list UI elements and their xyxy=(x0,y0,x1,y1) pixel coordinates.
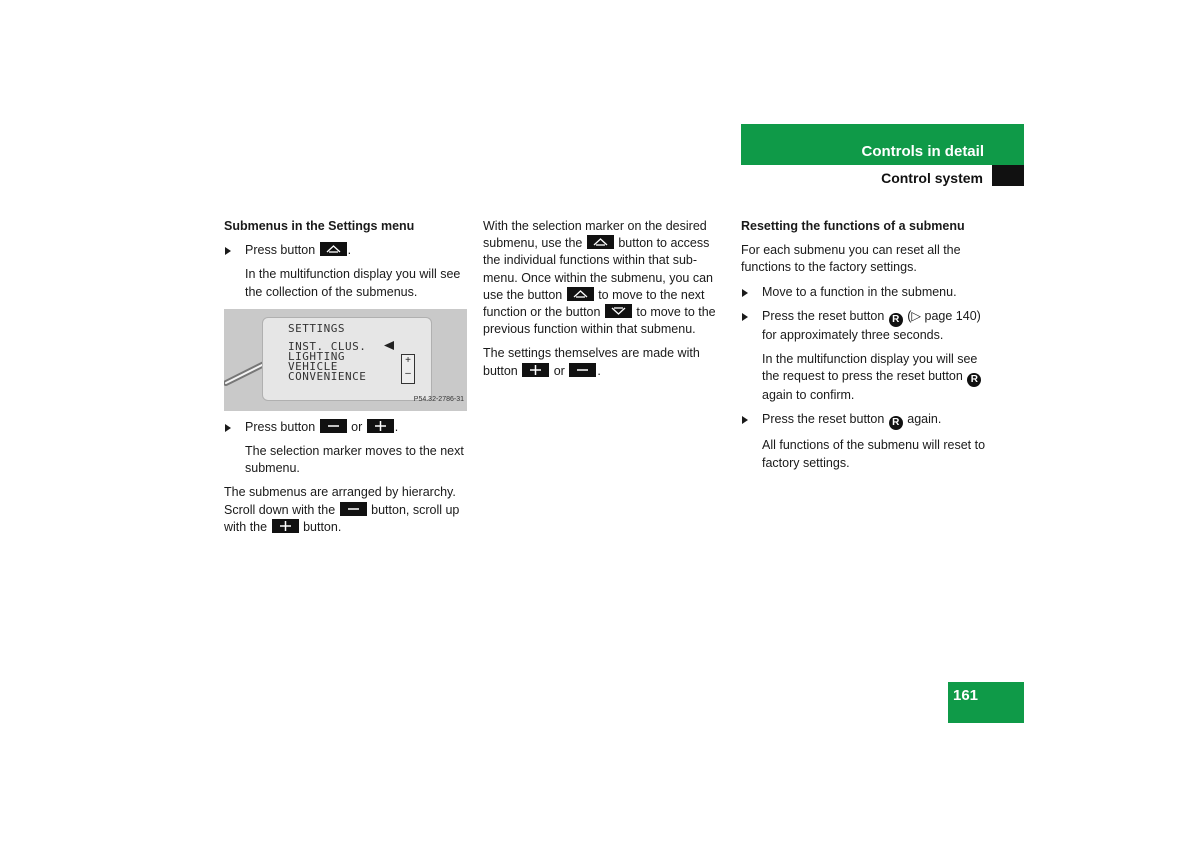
paragraph-text: to move to the next function or the button xyxy=(483,287,705,320)
display-illustration xyxy=(224,309,467,411)
reset-button-icon: R xyxy=(967,373,981,387)
down-arrow-key-icon xyxy=(605,304,632,318)
selection-marker-icon xyxy=(383,341,395,351)
minus-key-icon xyxy=(340,502,367,516)
step-press-reset-again xyxy=(741,411,986,430)
step-description xyxy=(741,351,986,404)
display-screen xyxy=(262,317,432,401)
column-1 xyxy=(224,218,467,536)
up-arrow-key-icon xyxy=(567,287,594,301)
display-line: VEHICLE xyxy=(288,359,338,373)
step-press-up xyxy=(224,242,467,259)
plus-key-icon xyxy=(367,419,394,433)
reset-button-icon: R xyxy=(889,416,903,430)
description-text: In the multifunction display you will see the request to press the reset button xyxy=(762,352,978,384)
display-line: LIGHTING xyxy=(288,349,345,363)
paragraph-text: With the selection marker on the desired submenu, use the xyxy=(483,219,707,251)
heading-submenus: Submenus in the Settings menu xyxy=(224,219,415,233)
bullet-arrow-icon xyxy=(742,416,748,424)
plus-key-icon xyxy=(272,519,299,533)
minus-key-icon xyxy=(320,419,347,433)
intro-paragraph: For each submenu you can reset all the functions to the factory settings. xyxy=(741,243,961,275)
figure-code: P54.32-2786-31 xyxy=(413,395,464,403)
description-text: again to confirm. xyxy=(762,388,855,403)
up-arrow-key-icon xyxy=(320,242,347,256)
display-line: SETTINGS xyxy=(288,321,345,335)
paragraph-text: button to access the individual functions within that sub-menu. Once within the submenu, you can use the button xyxy=(483,236,713,302)
step-text-end: . xyxy=(347,243,352,258)
bullet-arrow-icon xyxy=(225,247,231,255)
step-description: All functions of the submenu will reset to factory settings. xyxy=(762,438,986,470)
column-3 xyxy=(741,218,986,472)
display-line: INST. CLUS. xyxy=(288,339,367,353)
paragraph-text: button, scroll up with the xyxy=(224,502,460,534)
plus-key-icon xyxy=(522,363,549,377)
step-move xyxy=(741,284,986,301)
step-text: Press the reset button xyxy=(762,308,885,323)
bullet-arrow-icon xyxy=(225,424,231,432)
plus-sign: + xyxy=(405,354,411,366)
step-press-reset xyxy=(741,308,986,344)
header-marker-block xyxy=(992,165,1024,186)
heading-resetting: Resetting the functions of a submenu xyxy=(741,219,965,233)
scroll-indicator xyxy=(401,354,415,384)
step-description: In the multifunction display you will see the collection of the submenus. xyxy=(245,267,461,299)
subsection-title: Control system xyxy=(881,170,983,186)
settings-paragraph xyxy=(483,345,726,379)
step-text: Move to a function in the submenu. xyxy=(762,284,957,299)
minus-key-icon xyxy=(569,363,596,377)
paragraph-end: . xyxy=(597,363,601,378)
paragraph-text: button. xyxy=(303,519,342,534)
step-text: again. xyxy=(907,412,942,427)
or-text: or xyxy=(351,419,363,434)
page-number: 161 xyxy=(953,687,979,704)
section-title: Controls in detail xyxy=(861,143,984,160)
paragraph-text: The submenus are arranged by hierarchy. Scroll down with the xyxy=(224,485,456,517)
bullet-arrow-icon xyxy=(742,313,748,321)
step-description: The selection marker moves to the next submenu. xyxy=(245,444,464,476)
hierarchy-paragraph xyxy=(224,484,467,536)
step-text: Press button xyxy=(245,419,316,434)
up-arrow-key-icon xyxy=(587,235,614,249)
reset-button-icon: R xyxy=(889,313,903,327)
step-text-end: . xyxy=(394,419,399,434)
step-text: (▷ page 140) for approximately three seconds. xyxy=(762,308,981,342)
paragraph-text: The settings themselves are made with button xyxy=(483,346,700,378)
or-text: or xyxy=(553,363,565,378)
display-line: CONVENIENCE xyxy=(288,369,367,383)
step-text: Press button xyxy=(245,243,316,258)
column-2 xyxy=(483,218,726,380)
paragraph-text: to move to the previous function within that submenu. xyxy=(483,305,716,337)
bullet-arrow-icon xyxy=(742,289,748,297)
selection-paragraph xyxy=(483,218,726,338)
minus-sign: – xyxy=(405,367,411,379)
step-press-minus-plus xyxy=(224,419,467,436)
step-text: Press the reset button xyxy=(762,412,885,427)
